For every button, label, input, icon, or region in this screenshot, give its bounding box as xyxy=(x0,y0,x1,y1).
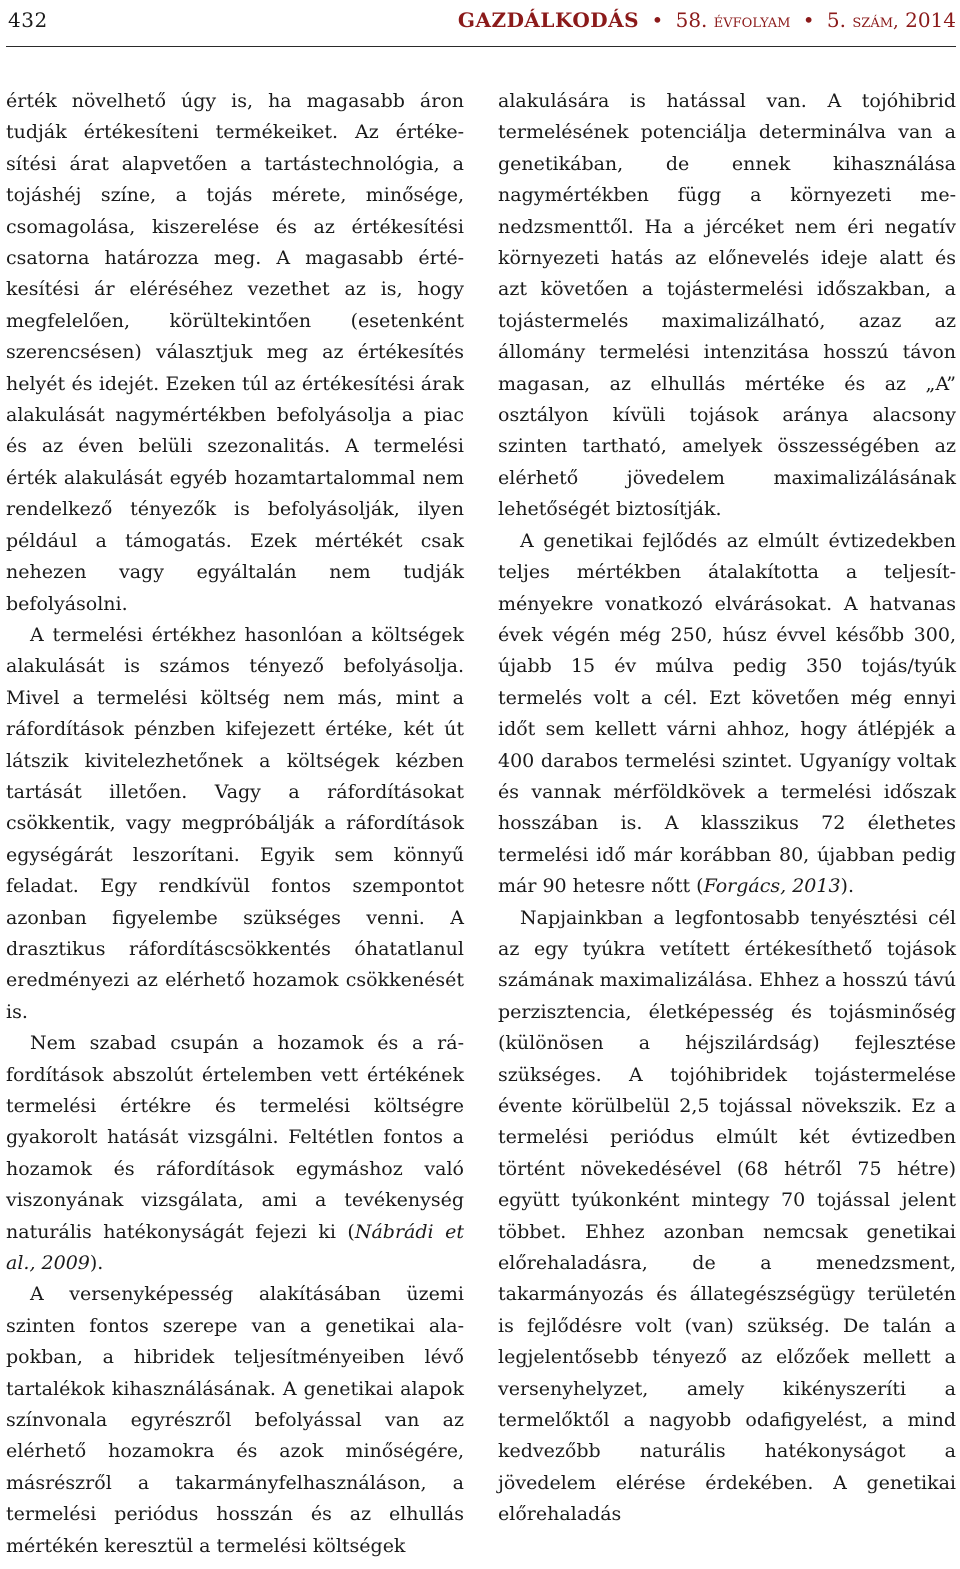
paragraph-text: ). xyxy=(840,875,854,898)
bullet-separator: • xyxy=(651,8,664,32)
paragraph: érték növelhető úgy is, ha magasabb áron tudják értékesíteni termékeiket. Az értékesítési árat alapvetően a tartástechnológia, a tojáshéj színe, a tojás mérete, minősége, csomagolása, kiszerelése és az értékesítési csatorna határozza meg. A magasabb értékesítési ár eléréséhez vezethet az is, hogy megfelelően, körültekintően (esetenként szerencsésen) választjuk meg az értékesítés helyét és idejét. Ezeken túl az értékesítési árak alakulását nagymértékben befolyásolja a piac és az éven belüli szezonalitás. A termelési érték alakulását egyéb hozamtartalommal nem rendelkező tényezők is befolyásolják, ilyen például a támogatás. Ezek mértékét csak nehezen vagy egyáltalán nem tudják befolyásolni. xyxy=(6,90,464,615)
issue-number: 5. xyxy=(826,8,847,32)
bullet-separator: • xyxy=(802,8,815,32)
year: 2014 xyxy=(905,8,956,32)
header-rule xyxy=(6,46,956,47)
article-body xyxy=(6,86,956,1562)
citation: Forgács, 2013 xyxy=(703,875,841,898)
running-header xyxy=(8,8,956,44)
paragraph-text: Nem szabad csupán a hozamok és a ráfordítások abszolút értelemben vett értékének termelési értékre és termelési költségre gyakorolt hatását vizsgálni. Feltétlen fontos a hozamok és ráfordítások egymáshoz való viszonyának vizsgálata, ami a tevékenység naturális hatékonyságát fejezi ki ( xyxy=(6,1032,464,1243)
right-column xyxy=(498,86,956,1562)
left-column xyxy=(6,86,464,1562)
paragraph-text: A genetikai fejlődés az elmúlt évtizedekben teljes mértékben átalakította a teljesítményekre vonatkozó elvárásokat. A hatvanas évek végén még 250, húsz évvel később 300, újabb 15 év múlva pedig 350 tojás/tyúk termelés volt a cél. Ezt követően még ennyi időt sem kellett várni ahhoz, hogy átlépjék a 400 darabos termelési szintet. Ugyanígy voltak és vannak mérföldkövek a termelési időszak hosszában is. A klasszikus 72 élethetes termelési idő már korábban 80, újabban pedig már 90 hetesre nőtt ( xyxy=(498,529,956,898)
issue-label: szám, xyxy=(852,11,899,32)
paragraph xyxy=(498,526,956,903)
volume-label: évfolyam xyxy=(713,11,791,32)
paragraph: A versenyképesség alakításában üzemi szinten fontos szerepe van a genetikai alapokban, a hibridek teljesítményeiben lévő tartalékok kihasználásának. A genetikai alapok színvonala egyrészről befolyással van az elérhető hozamokra és azok minőségére, másrészről a takarmányfelhasználáson, a termelési periódus hosszán és az elhullás mértékén keresztül a termelési költségek xyxy=(6,1283,464,1557)
page-number: 432 xyxy=(8,8,48,32)
citation: Nábrádi et al., 2009 xyxy=(6,1220,464,1275)
paragraph: A termelési értékhez hasonlóan a költségek alakulását is számos tényező befolyásolja. Mivel a termelési költség nem más, mint a ráfordítások pénzben kifejezett értéke, két út látszik kivitelezhetőnek a költségek kézben tartását illetően. Vagy a ráfordításokat csökkentik, vagy megpróbálják a ráfordítások egységárát leszorítani. Egyik sem könnyű feladat. Egy rendkívül fontos szempontot azonban figyelembe szükséges venni. A drasztikus ráfordításcsökkentés óhatatlanul eredményezi az elérhető hozamok csökkenését is. xyxy=(6,623,464,1023)
paragraph: alakulására is hatással van. A tojóhibrid termelésének potenciálja determinálva van a genetikában, de ennek kihasználása nagymértékben függ a környezeti menedzsmenttől. Ha a jércéket nem éri negatív környezeti hatás az előnevelés ideje alatt és azt követően a tojástermelési időszakban, a tojástermelés maximalizálható, azaz az állomány termelési intenzitása hosszú távon magasan, az elhullás mértéke és az „A” osztályon kívüli tojások aránya alacsony szinten tartható, amelyek összességében az elérhető jövedelem maximalizálásának lehetőségét biztosítják. xyxy=(498,90,956,521)
paragraph-text: ). xyxy=(89,1252,104,1275)
paragraph: Napjainkban a legfontosabb tenyésztési cél az egy tyúkra vetített értékesíthető tojások számának maximalizálása. Ehhez a hosszú távú perzisztencia, életképesség és tojásminőség (különösen a héjszilárdság) fejlesztése szükséges. A tojóhibridek tojástermelése évente körülbelül 2,5 tojással növekszik. Ez a termelési periódus elmúlt két évtizedben történt növekedésével (68 hétről 75 hétre) együtt tyúkonként mintegy 70 tojással jelent többet. Ehhez azonban nemcsak genetikai előrehaladásra, de a menedzsment, takarmányozás és állategészségügy területén is fejlődésre volt (van) szükség. De talán a legjelentősebb tényező az előzőek mellett a versenyhelyzet, amely kikényszeríti a termelőktől a nagyobb odafigyelést, a mind kedvezőbb naturális hatékonyságot a jövedelem elérése érdekében. A genetikai előrehaladás xyxy=(498,906,956,1526)
running-head xyxy=(458,8,956,32)
volume-number: 58. xyxy=(675,8,708,32)
journal-name: GAZDÁLKODÁS xyxy=(457,8,640,32)
paragraph xyxy=(6,1028,464,1279)
